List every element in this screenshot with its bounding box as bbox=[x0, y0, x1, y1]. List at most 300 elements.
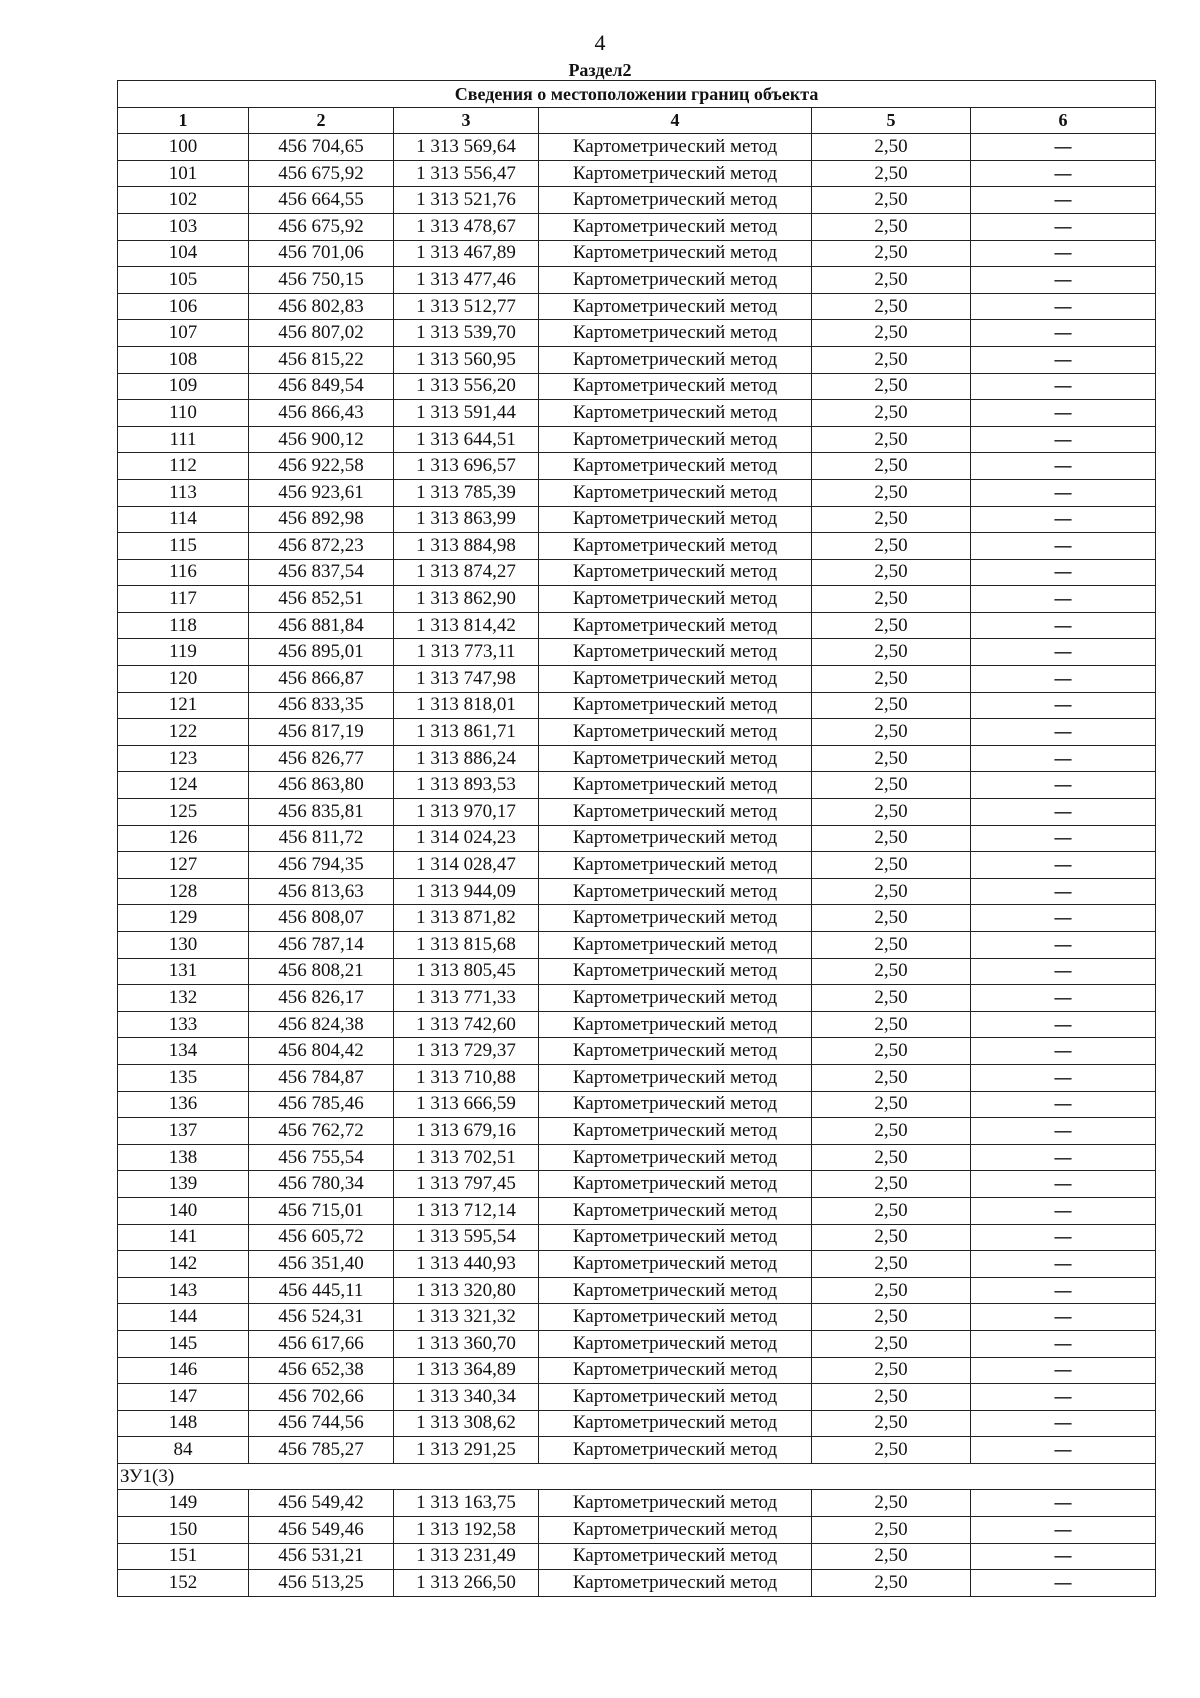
cell-x-coordinate: 456 652,38 bbox=[249, 1357, 394, 1384]
column-header-2: 2 bbox=[249, 107, 394, 134]
cell-y-coordinate: 1 313 893,53 bbox=[394, 772, 539, 799]
column-header-1: 1 bbox=[118, 107, 249, 134]
table-row bbox=[118, 213, 1156, 240]
cell-method: Картометрический метод bbox=[539, 932, 812, 959]
cell-y-coordinate: 1 313 266,50 bbox=[394, 1570, 539, 1597]
cell-description: — bbox=[971, 799, 1156, 826]
cell-x-coordinate: 456 702,66 bbox=[249, 1384, 394, 1411]
table-row bbox=[118, 373, 1156, 400]
table-row bbox=[118, 1384, 1156, 1411]
cell-y-coordinate: 1 313 556,47 bbox=[394, 160, 539, 187]
cell-x-coordinate: 456 837,54 bbox=[249, 559, 394, 586]
cell-description: — bbox=[971, 1011, 1156, 1038]
cell-x-coordinate: 456 900,12 bbox=[249, 426, 394, 453]
cell-description: — bbox=[971, 267, 1156, 294]
cell-x-coordinate: 456 715,01 bbox=[249, 1197, 394, 1224]
cell-x-coordinate: 456 923,61 bbox=[249, 479, 394, 506]
cell-x-coordinate: 456 762,72 bbox=[249, 1118, 394, 1145]
cell-description: — bbox=[971, 1091, 1156, 1118]
cell-method: Картометрический метод bbox=[539, 692, 812, 719]
cell-point-number: 148 bbox=[118, 1410, 249, 1437]
cell-point-number: 115 bbox=[118, 533, 249, 560]
cell-description: — bbox=[971, 878, 1156, 905]
cell-y-coordinate: 1 313 478,67 bbox=[394, 213, 539, 240]
cell-y-coordinate: 1 313 814,42 bbox=[394, 612, 539, 639]
cell-description: — bbox=[971, 1277, 1156, 1304]
cell-accuracy: 2,50 bbox=[812, 267, 971, 294]
cell-accuracy: 2,50 bbox=[812, 1224, 971, 1251]
cell-y-coordinate: 1 313 163,75 bbox=[394, 1490, 539, 1517]
cell-accuracy: 2,50 bbox=[812, 506, 971, 533]
table-row bbox=[118, 932, 1156, 959]
table-row bbox=[118, 1197, 1156, 1224]
cell-accuracy: 2,50 bbox=[812, 666, 971, 693]
cell-point-number: 124 bbox=[118, 772, 249, 799]
cell-accuracy: 2,50 bbox=[812, 400, 971, 427]
section-title: Раздел2 bbox=[568, 60, 632, 80]
cell-description: — bbox=[971, 1410, 1156, 1437]
cell-method: Картометрический метод bbox=[539, 213, 812, 240]
cell-description: — bbox=[971, 772, 1156, 799]
cell-x-coordinate: 456 785,27 bbox=[249, 1437, 394, 1464]
cell-description: — bbox=[971, 1144, 1156, 1171]
table-row bbox=[118, 1490, 1156, 1517]
cell-description: — bbox=[971, 346, 1156, 373]
cell-accuracy: 2,50 bbox=[812, 1171, 971, 1198]
cell-method: Картометрический метод bbox=[539, 1251, 812, 1278]
cell-accuracy: 2,50 bbox=[812, 1277, 971, 1304]
cell-x-coordinate: 456 863,80 bbox=[249, 772, 394, 799]
cell-method: Картометрический метод bbox=[539, 453, 812, 480]
cell-method: Картометрический метод bbox=[539, 479, 812, 506]
cell-y-coordinate: 1 313 569,64 bbox=[394, 134, 539, 161]
cell-method: Картометрический метод bbox=[539, 267, 812, 294]
table-row bbox=[118, 692, 1156, 719]
table-row bbox=[118, 1144, 1156, 1171]
cell-x-coordinate: 456 811,72 bbox=[249, 825, 394, 852]
cell-accuracy: 2,50 bbox=[812, 932, 971, 959]
cell-method: Картометрический метод bbox=[539, 1330, 812, 1357]
cell-point-number: 100 bbox=[118, 134, 249, 161]
column-header-4: 4 bbox=[539, 107, 812, 134]
cell-accuracy: 2,50 bbox=[812, 586, 971, 613]
cell-y-coordinate: 1 313 696,57 bbox=[394, 453, 539, 480]
cell-point-number: 110 bbox=[118, 400, 249, 427]
cell-point-number: 105 bbox=[118, 267, 249, 294]
cell-method: Картометрический метод bbox=[539, 1011, 812, 1038]
cell-method: Картометрический метод bbox=[539, 1064, 812, 1091]
cell-x-coordinate: 456 866,87 bbox=[249, 666, 394, 693]
cell-point-number: 132 bbox=[118, 985, 249, 1012]
cell-description: — bbox=[971, 240, 1156, 267]
table-row bbox=[118, 400, 1156, 427]
cell-x-coordinate: 456 804,42 bbox=[249, 1038, 394, 1065]
cell-point-number: 139 bbox=[118, 1171, 249, 1198]
cell-description: — bbox=[971, 213, 1156, 240]
cell-point-number: 106 bbox=[118, 293, 249, 320]
cell-method: Картометрический метод bbox=[539, 533, 812, 560]
cell-point-number: 109 bbox=[118, 373, 249, 400]
cell-description: — bbox=[971, 958, 1156, 985]
cell-x-coordinate: 456 787,14 bbox=[249, 932, 394, 959]
cell-y-coordinate: 1 313 884,98 bbox=[394, 533, 539, 560]
table-row bbox=[118, 134, 1156, 161]
table-body bbox=[118, 134, 1156, 1597]
cell-method: Картометрический метод bbox=[539, 1357, 812, 1384]
cell-y-coordinate: 1 313 874,27 bbox=[394, 559, 539, 586]
cell-accuracy: 2,50 bbox=[812, 160, 971, 187]
table-row bbox=[118, 479, 1156, 506]
cell-point-number: 144 bbox=[118, 1304, 249, 1331]
cell-point-number: 125 bbox=[118, 799, 249, 826]
cell-accuracy: 2,50 bbox=[812, 1118, 971, 1145]
cell-accuracy: 2,50 bbox=[812, 852, 971, 879]
cell-y-coordinate: 1 313 742,60 bbox=[394, 1011, 539, 1038]
cell-accuracy: 2,50 bbox=[812, 213, 971, 240]
cell-y-coordinate: 1 313 710,88 bbox=[394, 1064, 539, 1091]
cell-point-number: 151 bbox=[118, 1543, 249, 1570]
table-row bbox=[118, 772, 1156, 799]
cell-description: — bbox=[971, 1118, 1156, 1145]
cell-accuracy: 2,50 bbox=[812, 692, 971, 719]
cell-method: Картометрический метод bbox=[539, 1197, 812, 1224]
cell-y-coordinate: 1 313 644,51 bbox=[394, 426, 539, 453]
cell-point-number: 127 bbox=[118, 852, 249, 879]
cell-method: Картометрический метод bbox=[539, 293, 812, 320]
table-row bbox=[118, 878, 1156, 905]
cell-x-coordinate: 456 780,34 bbox=[249, 1171, 394, 1198]
cell-x-coordinate: 456 513,25 bbox=[249, 1570, 394, 1597]
cell-point-number: 107 bbox=[118, 320, 249, 347]
cell-y-coordinate: 1 313 321,32 bbox=[394, 1304, 539, 1331]
cell-x-coordinate: 456 785,46 bbox=[249, 1091, 394, 1118]
cell-description: — bbox=[971, 1543, 1156, 1570]
cell-y-coordinate: 1 313 747,98 bbox=[394, 666, 539, 693]
cell-point-number: 142 bbox=[118, 1251, 249, 1278]
cell-accuracy: 2,50 bbox=[812, 1437, 971, 1464]
cell-point-number: 122 bbox=[118, 719, 249, 746]
cell-point-number: 137 bbox=[118, 1118, 249, 1145]
cell-description: — bbox=[971, 373, 1156, 400]
cell-accuracy: 2,50 bbox=[812, 1144, 971, 1171]
cell-method: Картометрический метод bbox=[539, 1277, 812, 1304]
cell-y-coordinate: 1 313 862,90 bbox=[394, 586, 539, 613]
cell-x-coordinate: 456 833,35 bbox=[249, 692, 394, 719]
cell-point-number: 147 bbox=[118, 1384, 249, 1411]
cell-x-coordinate: 456 835,81 bbox=[249, 799, 394, 826]
table-row bbox=[118, 905, 1156, 932]
cell-y-coordinate: 1 313 970,17 bbox=[394, 799, 539, 826]
cell-method: Картометрический метод bbox=[539, 320, 812, 347]
cell-point-number: 128 bbox=[118, 878, 249, 905]
table-row bbox=[118, 453, 1156, 480]
cell-description: — bbox=[971, 1251, 1156, 1278]
cell-y-coordinate: 1 313 861,71 bbox=[394, 719, 539, 746]
cell-description: — bbox=[971, 1570, 1156, 1597]
cell-point-number: 135 bbox=[118, 1064, 249, 1091]
cell-accuracy: 2,50 bbox=[812, 373, 971, 400]
table-row bbox=[118, 240, 1156, 267]
cell-x-coordinate: 456 866,43 bbox=[249, 400, 394, 427]
column-header-6: 6 bbox=[971, 107, 1156, 134]
cell-y-coordinate: 1 313 521,76 bbox=[394, 187, 539, 214]
cell-method: Картометрический метод bbox=[539, 1517, 812, 1544]
cell-y-coordinate: 1 313 595,54 bbox=[394, 1224, 539, 1251]
cell-x-coordinate: 456 675,92 bbox=[249, 160, 394, 187]
cell-x-coordinate: 456 351,40 bbox=[249, 1251, 394, 1278]
cell-y-coordinate: 1 313 440,93 bbox=[394, 1251, 539, 1278]
cell-y-coordinate: 1 313 591,44 bbox=[394, 400, 539, 427]
cell-method: Картометрический метод bbox=[539, 134, 812, 161]
cell-point-number: 114 bbox=[118, 506, 249, 533]
cell-description: — bbox=[971, 1384, 1156, 1411]
table-row bbox=[118, 160, 1156, 187]
cell-method: Картометрический метод bbox=[539, 1490, 812, 1517]
table-row bbox=[118, 1570, 1156, 1597]
cell-x-coordinate: 456 892,98 bbox=[249, 506, 394, 533]
cell-point-number: 104 bbox=[118, 240, 249, 267]
table-row bbox=[118, 958, 1156, 985]
table-row bbox=[118, 320, 1156, 347]
cell-accuracy: 2,50 bbox=[812, 134, 971, 161]
cell-x-coordinate: 456 826,77 bbox=[249, 745, 394, 772]
cell-description: — bbox=[971, 586, 1156, 613]
table-row bbox=[118, 1304, 1156, 1331]
table-row bbox=[118, 533, 1156, 560]
cell-method: Картометрический метод bbox=[539, 772, 812, 799]
cell-method: Картометрический метод bbox=[539, 825, 812, 852]
cell-method: Картометрический метод bbox=[539, 1224, 812, 1251]
cell-accuracy: 2,50 bbox=[812, 1570, 971, 1597]
cell-method: Картометрический метод bbox=[539, 1091, 812, 1118]
cell-y-coordinate: 1 313 666,59 bbox=[394, 1091, 539, 1118]
cell-x-coordinate: 456 808,21 bbox=[249, 958, 394, 985]
table-row bbox=[118, 346, 1156, 373]
cell-method: Картометрический метод bbox=[539, 719, 812, 746]
cell-point-number: 119 bbox=[118, 639, 249, 666]
cell-accuracy: 2,50 bbox=[812, 1330, 971, 1357]
cell-point-number: 117 bbox=[118, 586, 249, 613]
cell-accuracy: 2,50 bbox=[812, 320, 971, 347]
cell-x-coordinate: 456 617,66 bbox=[249, 1330, 394, 1357]
cell-x-coordinate: 456 852,51 bbox=[249, 586, 394, 613]
cell-description: — bbox=[971, 1357, 1156, 1384]
cell-y-coordinate: 1 313 560,95 bbox=[394, 346, 539, 373]
cell-accuracy: 2,50 bbox=[812, 1384, 971, 1411]
cell-point-number: 130 bbox=[118, 932, 249, 959]
cell-description: — bbox=[971, 1038, 1156, 1065]
cell-description: — bbox=[971, 639, 1156, 666]
cell-point-number: 84 bbox=[118, 1437, 249, 1464]
cell-y-coordinate: 1 313 785,39 bbox=[394, 479, 539, 506]
cell-method: Картометрический метод bbox=[539, 373, 812, 400]
cell-x-coordinate: 456 794,35 bbox=[249, 852, 394, 879]
cell-point-number: 120 bbox=[118, 666, 249, 693]
cell-y-coordinate: 1 313 805,45 bbox=[394, 958, 539, 985]
cell-point-number: 143 bbox=[118, 1277, 249, 1304]
cell-y-coordinate: 1 313 340,34 bbox=[394, 1384, 539, 1411]
table-row bbox=[118, 852, 1156, 879]
cell-method: Картометрический метод bbox=[539, 985, 812, 1012]
cell-x-coordinate: 456 817,19 bbox=[249, 719, 394, 746]
page-number: 4 bbox=[594, 30, 606, 55]
cell-method: Картометрический метод bbox=[539, 559, 812, 586]
cell-description: — bbox=[971, 1330, 1156, 1357]
cell-point-number: 103 bbox=[118, 213, 249, 240]
cell-method: Картометрический метод bbox=[539, 426, 812, 453]
cell-description: — bbox=[971, 400, 1156, 427]
cell-x-coordinate: 456 750,15 bbox=[249, 267, 394, 294]
cell-method: Картометрический метод bbox=[539, 1437, 812, 1464]
cell-point-number: 140 bbox=[118, 1197, 249, 1224]
table-row bbox=[118, 1064, 1156, 1091]
table-row bbox=[118, 666, 1156, 693]
cell-method: Картометрический метод bbox=[539, 400, 812, 427]
cell-x-coordinate: 456 549,46 bbox=[249, 1517, 394, 1544]
cell-description: — bbox=[971, 852, 1156, 879]
cell-accuracy: 2,50 bbox=[812, 559, 971, 586]
cell-y-coordinate: 1 313 771,33 bbox=[394, 985, 539, 1012]
cell-y-coordinate: 1 313 539,70 bbox=[394, 320, 539, 347]
table-row bbox=[118, 745, 1156, 772]
cell-point-number: 102 bbox=[118, 187, 249, 214]
cell-y-coordinate: 1 313 467,89 bbox=[394, 240, 539, 267]
cell-accuracy: 2,50 bbox=[812, 426, 971, 453]
cell-description: — bbox=[971, 293, 1156, 320]
cell-accuracy: 2,50 bbox=[812, 187, 971, 214]
cell-method: Картометрический метод bbox=[539, 586, 812, 613]
cell-method: Картометрический метод bbox=[539, 745, 812, 772]
cell-point-number: 146 bbox=[118, 1357, 249, 1384]
table-row bbox=[118, 1251, 1156, 1278]
cell-accuracy: 2,50 bbox=[812, 1304, 971, 1331]
cell-description: — bbox=[971, 506, 1156, 533]
table-row bbox=[118, 586, 1156, 613]
cell-method: Картометрический метод bbox=[539, 1118, 812, 1145]
group-label: ЗУ1(3) bbox=[118, 1463, 1156, 1490]
cell-point-number: 129 bbox=[118, 905, 249, 932]
cell-description: — bbox=[971, 1171, 1156, 1198]
cell-method: Картометрический метод bbox=[539, 1570, 812, 1597]
cell-accuracy: 2,50 bbox=[812, 346, 971, 373]
cell-accuracy: 2,50 bbox=[812, 905, 971, 932]
cell-y-coordinate: 1 313 679,16 bbox=[394, 1118, 539, 1145]
cell-accuracy: 2,50 bbox=[812, 1410, 971, 1437]
table-row bbox=[118, 1011, 1156, 1038]
cell-method: Картометрический метод bbox=[539, 878, 812, 905]
cell-accuracy: 2,50 bbox=[812, 639, 971, 666]
cell-method: Картометрический метод bbox=[539, 1171, 812, 1198]
cell-method: Картометрический метод bbox=[539, 160, 812, 187]
cell-description: — bbox=[971, 1304, 1156, 1331]
cell-point-number: 136 bbox=[118, 1091, 249, 1118]
cell-y-coordinate: 1 313 729,37 bbox=[394, 1038, 539, 1065]
cell-description: — bbox=[971, 533, 1156, 560]
cell-accuracy: 2,50 bbox=[812, 453, 971, 480]
cell-x-coordinate: 456 813,63 bbox=[249, 878, 394, 905]
cell-x-coordinate: 456 445,11 bbox=[249, 1277, 394, 1304]
cell-accuracy: 2,50 bbox=[812, 958, 971, 985]
cell-description: — bbox=[971, 1490, 1156, 1517]
table-row bbox=[118, 1330, 1156, 1357]
table-row bbox=[118, 506, 1156, 533]
cell-method: Картометрический метод bbox=[539, 1304, 812, 1331]
cell-y-coordinate: 1 313 773,11 bbox=[394, 639, 539, 666]
cell-point-number: 118 bbox=[118, 612, 249, 639]
cell-y-coordinate: 1 313 320,80 bbox=[394, 1277, 539, 1304]
table-row bbox=[118, 825, 1156, 852]
cell-y-coordinate: 1 313 871,82 bbox=[394, 905, 539, 932]
cell-point-number: 150 bbox=[118, 1517, 249, 1544]
cell-x-coordinate: 456 881,84 bbox=[249, 612, 394, 639]
cell-point-number: 112 bbox=[118, 453, 249, 480]
cell-description: — bbox=[971, 692, 1156, 719]
cell-description: — bbox=[971, 1517, 1156, 1544]
table-row bbox=[118, 1171, 1156, 1198]
cell-x-coordinate: 456 784,87 bbox=[249, 1064, 394, 1091]
table-caption-row bbox=[118, 81, 1156, 108]
cell-point-number: 101 bbox=[118, 160, 249, 187]
cell-description: — bbox=[971, 320, 1156, 347]
cell-y-coordinate: 1 313 512,77 bbox=[394, 293, 539, 320]
table-row bbox=[118, 719, 1156, 746]
table-row bbox=[118, 267, 1156, 294]
cell-point-number: 141 bbox=[118, 1224, 249, 1251]
cell-accuracy: 2,50 bbox=[812, 533, 971, 560]
cell-point-number: 131 bbox=[118, 958, 249, 985]
cell-y-coordinate: 1 313 815,68 bbox=[394, 932, 539, 959]
cell-accuracy: 2,50 bbox=[812, 985, 971, 1012]
cell-accuracy: 2,50 bbox=[812, 1517, 971, 1544]
cell-y-coordinate: 1 313 702,51 bbox=[394, 1144, 539, 1171]
cell-y-coordinate: 1 313 712,14 bbox=[394, 1197, 539, 1224]
column-header-3: 3 bbox=[394, 107, 539, 134]
cell-point-number: 126 bbox=[118, 825, 249, 852]
cell-accuracy: 2,50 bbox=[812, 799, 971, 826]
table-row bbox=[118, 612, 1156, 639]
cell-y-coordinate: 1 313 944,09 bbox=[394, 878, 539, 905]
cell-accuracy: 2,50 bbox=[812, 772, 971, 799]
cell-y-coordinate: 1 314 028,47 bbox=[394, 852, 539, 879]
cell-method: Картометрический метод bbox=[539, 187, 812, 214]
boundary-coordinates-table bbox=[117, 80, 1156, 1597]
table-row bbox=[118, 985, 1156, 1012]
table-row bbox=[118, 426, 1156, 453]
cell-point-number: 149 bbox=[118, 1490, 249, 1517]
cell-accuracy: 2,50 bbox=[812, 878, 971, 905]
cell-x-coordinate: 456 744,56 bbox=[249, 1410, 394, 1437]
cell-accuracy: 2,50 bbox=[812, 612, 971, 639]
cell-description: — bbox=[971, 1064, 1156, 1091]
cell-method: Картометрический метод bbox=[539, 639, 812, 666]
cell-x-coordinate: 456 808,07 bbox=[249, 905, 394, 932]
cell-x-coordinate: 456 664,55 bbox=[249, 187, 394, 214]
cell-x-coordinate: 456 807,02 bbox=[249, 320, 394, 347]
cell-point-number: 133 bbox=[118, 1011, 249, 1038]
cell-method: Картометрический метод bbox=[539, 1144, 812, 1171]
cell-x-coordinate: 456 895,01 bbox=[249, 639, 394, 666]
cell-accuracy: 2,50 bbox=[812, 1357, 971, 1384]
cell-accuracy: 2,50 bbox=[812, 240, 971, 267]
cell-y-coordinate: 1 314 024,23 bbox=[394, 825, 539, 852]
cell-description: — bbox=[971, 905, 1156, 932]
cell-description: — bbox=[971, 160, 1156, 187]
cell-point-number: 123 bbox=[118, 745, 249, 772]
cell-x-coordinate: 456 701,06 bbox=[249, 240, 394, 267]
table-row bbox=[118, 1277, 1156, 1304]
table-row bbox=[118, 559, 1156, 586]
cell-method: Картометрический метод bbox=[539, 1038, 812, 1065]
